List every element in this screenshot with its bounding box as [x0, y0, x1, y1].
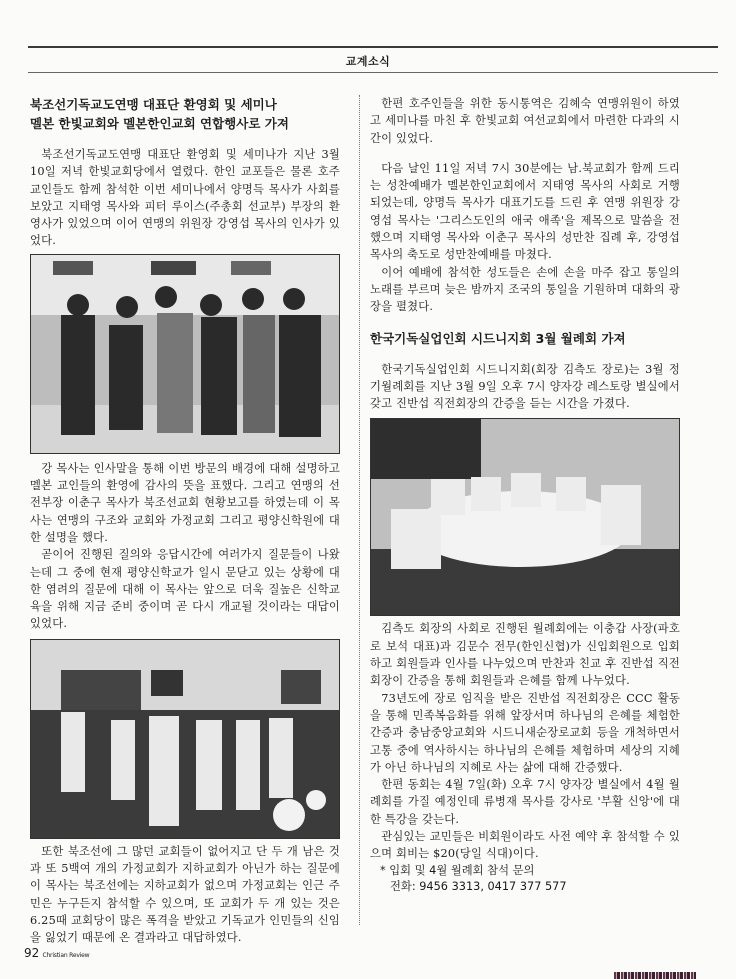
top-rule — [28, 46, 718, 48]
article2-headline: 한국기독실업인회 시드니지회 3월 월례회 가져 — [370, 330, 626, 346]
article2-paragraph: 관심있는 교민들은 비회원이라도 사전 예약 후 참석할 수 있으며 회비는 $20(당일 식대)이다. — [370, 830, 680, 861]
article2-paragraph: 한편 동회는 4월 7일(화) 오후 7시 양자강 별실에서 4월 월례회를 가질 예정인데 류병재 목사를 강사로 '부활 신앙'에 대한 특강을 갖는다. — [370, 778, 680, 826]
right-column — [370, 95, 680, 895]
section-label: 교계소식 — [345, 55, 391, 68]
article1-headline — [30, 95, 340, 133]
print-marks — [614, 972, 696, 979]
page-footer — [24, 946, 89, 960]
headline-line-1: 북조선기독교도연맹 대표단 환영회 및 세미나 — [30, 97, 277, 112]
article1-paragraph: 다음 날인 11일 저녁 7시 30분에는 남.북교회가 함께 드리는 성찬예배가 멜본한인교회에서 지태영 목사의 사회로 거행되었는데, 양명득 목사가 대표기도를 드린 후 연맹 위원장 강영섭 목사는 '그리스도인의 애국 애족'을 제목으로 말씀을 전했으며 지태영 목사와 이춘구 목사의 성만찬 집례 후, 강영섭 목사의 축도로 성만찬예배를 마쳤다. — [370, 161, 680, 262]
contact-info — [370, 863, 680, 895]
article1-paragraph: 북조선기독교도연맹 대표단 환영회 및 세미나가 지난 3월 10일 저녁 한빛교회당에서 열렸다. 한인 교포들은 물론 호주 교인들도 함께 참석한 이번 세미나에서 양명득 목사가 사회를 보았고 지태영 목사와 피터 루이스(주총회 선교부) 부장의 환영사가 있었으며 이어 연맹의 위원장 강영섭 목사의 인사가 있었다. — [30, 148, 340, 248]
magazine-name: Christian Review — [42, 952, 90, 959]
headline-line-2: 멜본 한빛교회와 멜본한인교회 연합행사로 가져 — [30, 116, 289, 131]
article1-paragraph: 또한 북조선에 그 많던 교회들이 없어지고 단 두 개 남은 것과 또 5백여 개의 가정교회가 지하교회가 아닌가 하는 질문에 이 목사는 북조선에는 지하교회가 없으며 가정교회는 인근 주민은 누구든지 참석할 수 있으며, 또 교회가 두 개 있는 것은 6.25때 교회당이 많은 폭격을 받았고 기독교가 인민들의 신임을 잃었기 때문에 온 결과라고 대답하였다. — [30, 844, 340, 945]
article1-paragraph: 강 목사는 인사말을 통해 이번 방문의 배경에 대해 설명하고 멜본 교인들의 환영에 감사의 뜻을 표했다. 그리고 연맹의 선전부장 이춘구 목사가 북조선교회 현황보고를 하였는데 이 목사는 연맹의 구조와 교회와 가정교회 그리고 평양신학원에 대한 설명을 했다. — [30, 461, 340, 544]
contact-label: * 입회 및 4월 월례회 참석 문의 — [380, 863, 535, 877]
article2-paragraph: 김측도 회장의 사회로 진행된 월례회에는 이충갑 사장(파호로 보석 대표)과 김문수 전무(한인신협)가 신입회원으로 입회하고 회원들과 인사를 나누었으며 만찬과 친교 후 진반섭 직전회장이 간증을 통해 회원들과 은혜를 함께 나누었다. — [370, 622, 680, 688]
page-number: 92 — [24, 946, 40, 960]
contact-phone: 전화: 9456 3313, 0417 377 577 — [390, 879, 567, 893]
meeting-photo — [370, 418, 680, 616]
section-rule — [28, 72, 718, 73]
worship-photo — [30, 639, 340, 839]
article2-paragraph: 한국기독실업인회 시드니지회(회장 김측도 장로)는 3월 정기월례회를 지난 3월 9일 오후 7시 양자강 레스토랑 별실에서 갖고 진반섭 직전회장의 간증을 듣는 시간을 가졌다. — [370, 362, 680, 411]
group-photo — [30, 254, 340, 454]
article2-paragraph: 73년도에 장로 임직을 받은 진반섭 직전회장은 CCC 활동을 통해 민족복음화를 위해 앞장서며 하나님의 은혜를 체험한 간증과 충남중앙교회와 시드니새순장로교회 등을 개척하면서 고통 중에 역사하시는 하나님의 은혜를 체험하며 세상의 지혜가 아닌 하나님의 지혜로 사는 삶에 대해 간증했다. — [370, 691, 680, 774]
column-divider — [359, 95, 360, 925]
article1-paragraph: 곧이어 진행된 질의와 응답시간에 여러가지 질문들이 나왔는데 그 중에 현재 평양신학교가 일시 문닫고 있는 상황에 대한 염려의 질문에 대해 이 목사는 앞으로 더욱 질높은 신학교육을 위해 지금 준비 중이며 곧 다시 개교될 것이라는 대답이 있었다. — [30, 548, 340, 631]
article1-paragraph: 이어 예배에 참석한 성도들은 손에 손을 마주 잡고 통일의 노래를 부르며 늦은 밤까지 조국의 통일을 기원하며 대화의 광장을 펼쳤다. — [370, 265, 680, 314]
left-column — [30, 95, 340, 947]
article1-paragraph: 한편 호주인들을 위한 동시통역은 김혜숙 연맹위원이 하였고 세미나를 마친 후 한빛교회 여선교회에서 마련한 다과의 시간이 있었다. — [370, 97, 680, 145]
